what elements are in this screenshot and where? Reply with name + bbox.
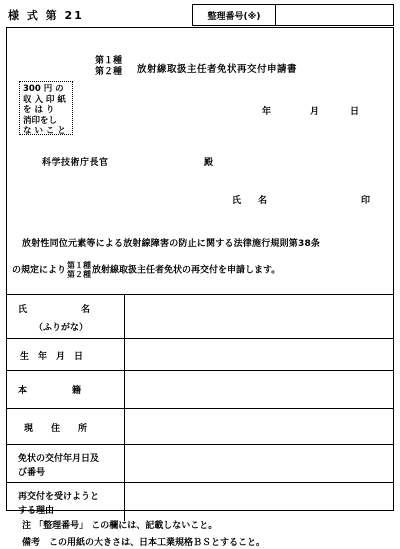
addressee-honorific: 殿 (204, 158, 214, 168)
license-date-label-cell (6, 445, 125, 483)
statement-grade-2: 第２種 (67, 270, 92, 279)
registration-number-label: 整理番号(※) (193, 5, 276, 25)
honseki-label-cell (6, 371, 125, 409)
statement-grade (67, 261, 91, 279)
address-label: 現 住 所 (24, 424, 88, 434)
address-input-cell[interactable] (125, 409, 395, 445)
license-date-label-1: 免状の交付年月日及 (18, 454, 100, 464)
title-grade-2: 第２種 (95, 67, 123, 77)
title-grade-1: 第１種 (95, 56, 123, 66)
honseki-label: 本 籍 (18, 386, 82, 396)
stamp-text-line: 300 円 の (23, 84, 64, 94)
honseki-input-cell[interactable] (125, 371, 395, 409)
statement-pre: の規定により (12, 265, 67, 276)
name-input-cell[interactable] (125, 295, 395, 339)
table-row (6, 295, 394, 339)
reason-label-cell (6, 483, 125, 521)
license-date-input-cell[interactable] (125, 445, 395, 483)
date-month: 月 (310, 107, 320, 117)
date-year: 年 (262, 107, 272, 117)
statement-post: 放射線取扱主任者免状の再交付を申請します。 (92, 265, 281, 276)
dob-input-cell[interactable] (125, 339, 395, 371)
registration-number-box (192, 4, 394, 26)
name-label: 氏 名 (18, 305, 91, 315)
table-row (6, 483, 394, 521)
revenue-stamp-box[interactable] (19, 81, 73, 135)
reason-label-1: 再交付を受けようと (18, 492, 100, 502)
statement-grade-1: 第１種 (67, 261, 92, 270)
statement-line-1: 放射性同位元素等による放射線障害の防止に関する法律施行規則第38条 (22, 239, 321, 249)
license-date-label-2: び番号 (18, 468, 46, 478)
stamp-text-line: 収 入 印 紙 (23, 94, 66, 105)
note-registration: 注 「整理番号」 この欄には、記載しないこと。 (22, 521, 218, 531)
reason-label-2: する理由 (18, 506, 55, 516)
statement-line-2 (12, 261, 280, 279)
dob-label: 生 年 月 日 (20, 352, 84, 362)
reason-input-cell[interactable] (125, 483, 395, 521)
name-label-cell (6, 295, 125, 339)
table-row (6, 339, 394, 371)
form-title: 放射線取扱主任者免状再交付申請書 (137, 64, 298, 75)
furigana-label: （ふりがな） (34, 323, 89, 333)
note-paper-size: 備考 この用紙の大きさは、日本工業規格ＢＳとすること。 (22, 538, 266, 548)
form-number: 様 式 第 21 (8, 9, 84, 22)
table-row (6, 445, 394, 483)
dob-label-cell (6, 339, 125, 371)
applicant-fields-table (6, 294, 394, 521)
stamp-text-line: な い こ と (23, 126, 66, 136)
date-day: 日 (350, 107, 360, 117)
title-grade (95, 56, 122, 78)
stamp-text-line: 消印をし (23, 115, 58, 126)
addressee-name: 科学技術庁長官 (42, 158, 109, 168)
table-row (6, 409, 394, 445)
seal-mark: 印 (361, 196, 371, 206)
table-row (6, 371, 394, 409)
address-label-cell (6, 409, 125, 445)
applicant-name-label: 氏 名 (232, 196, 272, 206)
stamp-text-line: を は り (23, 105, 55, 115)
